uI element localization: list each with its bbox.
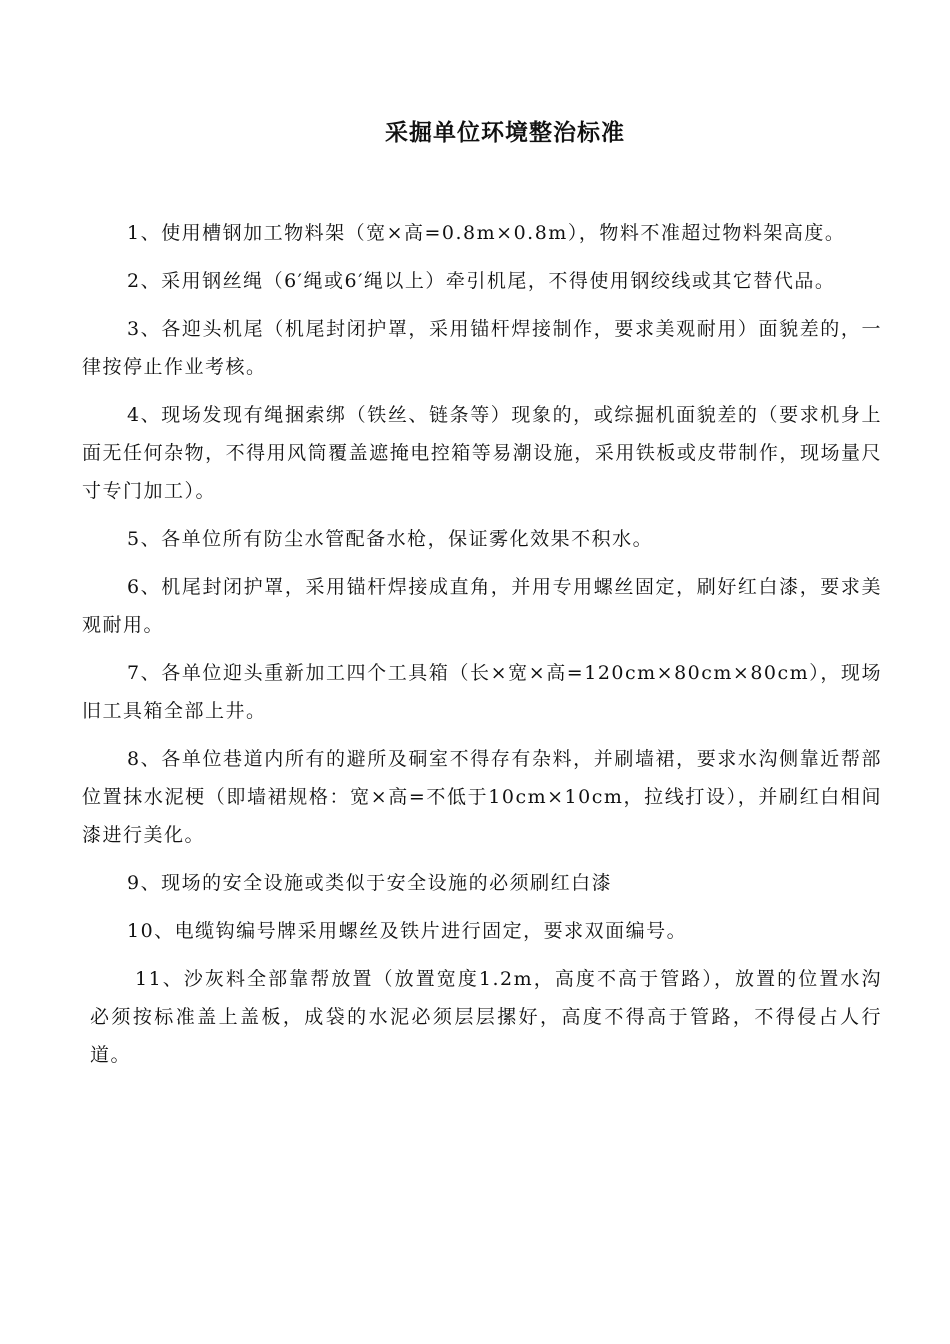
standard-item-3: 3、各迎头机尾（机尾封闭护罩，采用锚杆焊接制作，要求美观耐用）面貌差的，一律按停止作业考核。 [82,318,882,378]
document-body [82,214,882,1084]
standard-item-4: 4、现场发现有绳捆索绑（铁丝、链条等）现象的，或综掘机面貌差的（要求机身上面无任何杂物，不得用风筒覆盖遮掩电控箱等易潮设施，采用铁板或皮带制作，现场量尺寸专门加工）。 [82,404,882,502]
standard-item-2: 2、采用钢丝绳（6′绳或6′绳以上）牵引机尾，不得使用钢绞线或其它替代品。 [127,270,836,292]
page-title: 采掘单位环境整治标准 [385,119,625,146]
standard-item-8: 8、各单位巷道内所有的避所及硐室不得存有杂料，并刷墙裙，要求水沟侧靠近帮部位置抹水泥梗（即墙裙规格：宽×高=不低于10cm×10cm，拉线打设），并刷红白相间漆进行美化。 [82,748,882,846]
standard-item-6: 6、机尾封闭护罩，采用锚杆焊接成直角，并用专用螺丝固定，刷好红白漆，要求美观耐用。 [82,576,882,636]
standard-item-7: 7、各单位迎头重新加工四个工具箱（长×宽×高=120cm×80cm×80cm），现场旧工具箱全部上井。 [82,662,882,722]
standard-item-10: 10、电缆钩编号牌采用螺丝及铁片进行固定，要求双面编号。 [127,920,688,942]
standard-item-1: 1、使用槽钢加工物料架（宽×高=0.8m×0.8m），物料不准超过物料架高度。 [127,222,846,244]
standard-item-11: 11、沙灰料全部靠帮放置（放置宽度1.2m，高度不高于管路），放置的位置水沟必须按标准盖上盖板，成袋的水泥必须层层摞好，高度不得高于管路，不得侵占人行道。 [90,968,882,1066]
standard-item-5: 5、各单位所有防尘水管配备水枪，保证雾化效果不积水。 [127,528,654,550]
standard-item-9: 9、现场的安全设施或类似于安全设施的必须刷红白漆 [127,872,613,894]
